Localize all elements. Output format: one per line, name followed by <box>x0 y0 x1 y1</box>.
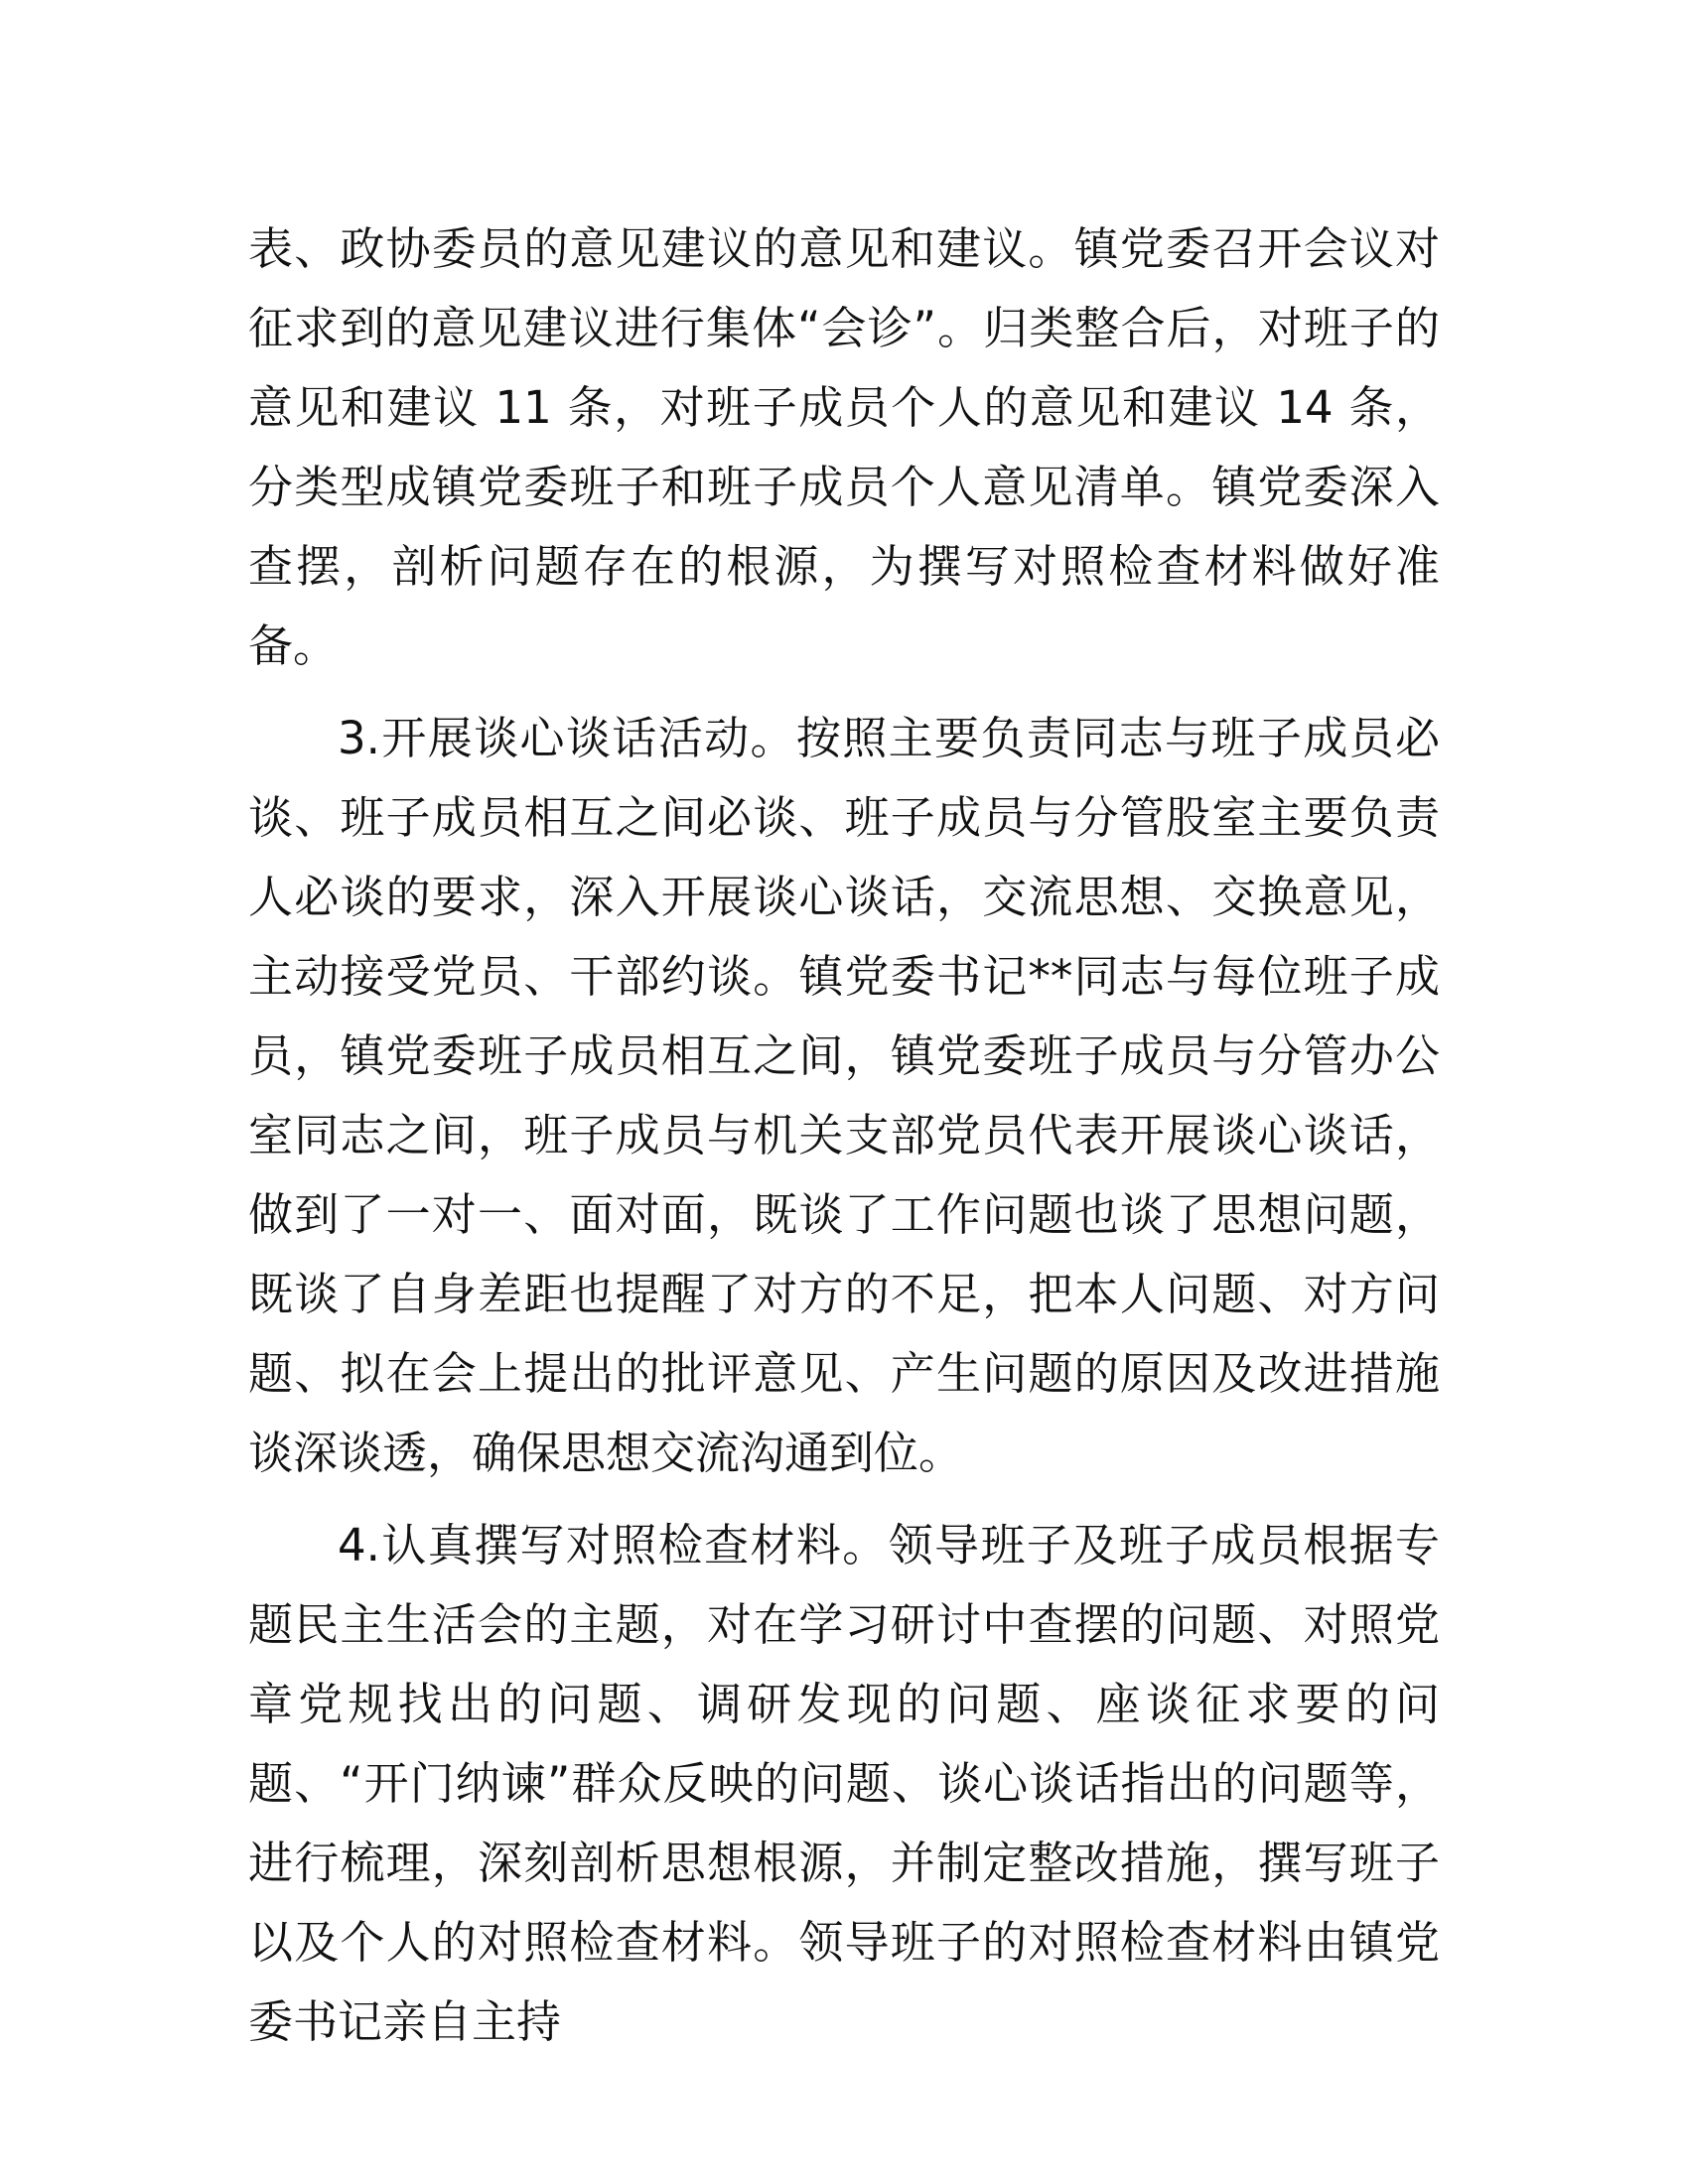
paragraph-item-4: 4.认真撰写对照检查材料。领导班子及班子成员根据专题民主生活会的主题，对在学习研讨中查摆的问题、对照党章党规找出的问题、调研发现的问题、座谈征求要的问题、“开门纳谏”群众反映的问题、谈心谈话指出的问题等，进行梳理，深刻剖析思想根源，并制定整改措施，撰写班子以及个人的对照检查材料。领导班子的对照检查材料由镇党委书记亲自主持 <box>248 1519 1440 2048</box>
paragraph-gap <box>248 686 1440 699</box>
paragraph-continuation: 表、政协委员的意见建议的意见和建议。镇党委召开会议对征求到的意见建议进行集体“会诊”。归类整合后，对班子的意见和建议 11 条，对班子成员个人的意见和建议 14 条，分类型成镇党委班子和班子成员个人意见清单。镇党委深入查摆，剖析问题存在的根源，为撰写对照检查材料做好准备。 <box>248 222 1440 672</box>
paragraph-item-3: 3.开展谈心谈话活动。按照主要负责同志与班子成员必谈、班子成员相互之间必谈、班子成员与分管股室主要负责人必谈的要求，深入开展谈心谈话，交流思想、交换意见，主动接受党员、干部约谈。镇党委书记**同志与每位班子成员，镇党委班子成员相互之间，镇党委班子成员与分管办公室同志之间，班子成员与机关支部党员代表开展谈心谈话，做到了一对一、面对面，既谈了工作问题也谈了思想问题，既谈了自身差距也提醒了对方的不足，把本人问题、对方问题、拟在会上提出的批评意见、产生问题的原因及改进措施谈深谈透，确保思想交流沟通到位。 <box>248 712 1440 1479</box>
document-body <box>248 209 1440 2062</box>
paragraph-gap <box>248 1493 1440 1506</box>
